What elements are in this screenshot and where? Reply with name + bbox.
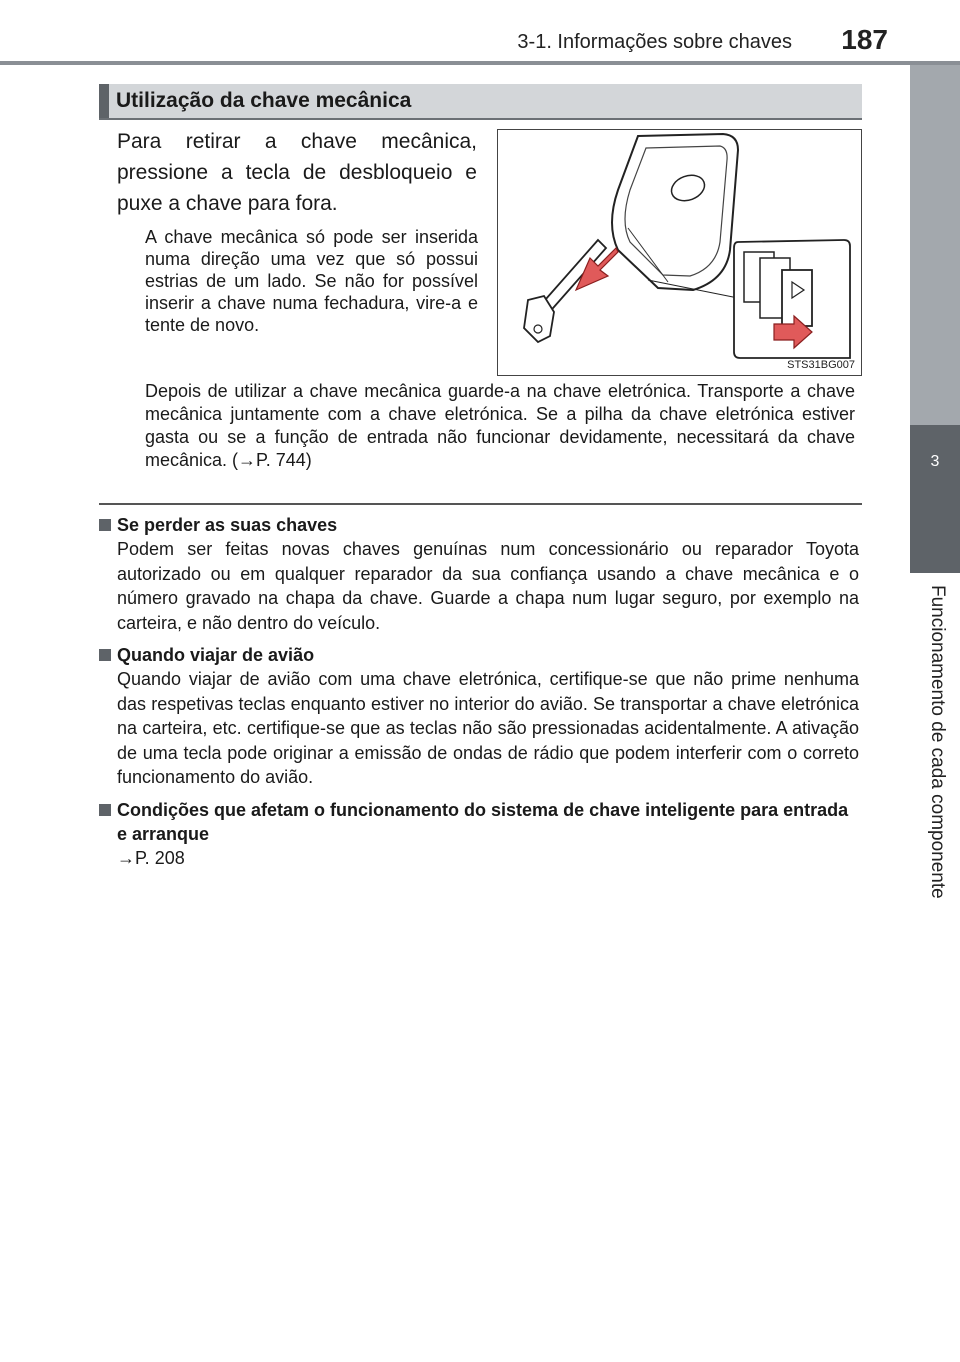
note-heading [99, 798, 859, 846]
note-smart-key-conditions [99, 798, 859, 871]
section-divider [99, 503, 862, 505]
note-heading-text: Condições que afetam o funcionamento do sistema de chave inteligente para entrada e arranque [117, 799, 849, 844]
figure-code: STS31BG007 [787, 359, 855, 371]
storage-paragraph: Depois de utilizar a chave mecânica guarde-a na chave eletrónica. Transporte a chave mecânica juntamente com a chave eletrónica. Se a pilha da chave eletrónica estiver gasta ou se a função de entrada não funcionar devidamente, necessitará da chave mecânica. (→P. 744) [145, 381, 855, 470]
note-heading [99, 513, 859, 537]
note-body: Quando viajar de avião com uma chave eletrónica, certifique-se que não prime nenhuma das respetivas teclas enquanto estiver no interior do avião. Se transportar a chave eletrónica na carteira, etc. certifique-se que as teclas não são pressionadas acidentalmente. A ativação de uma tecla pode originar a emissão de ondas de rádio que podem interferir com o correto funcionamento do avião. [117, 669, 859, 787]
chapter-header-title: 3-1. Informações sobre chaves [517, 31, 792, 53]
side-tab-upper [910, 65, 960, 425]
section-title: Utilização da chave mecânica [116, 89, 412, 112]
key-insertion-note: A chave mecânica só pode ser inserida numa direção uma vez que só possui estrias de um lado. Se não for possível inserir a chave numa fechadura, vire-a e tente de novo. [145, 227, 478, 335]
section-title-bar [99, 84, 862, 120]
notes-list [99, 513, 859, 878]
side-tab-active-section [910, 425, 960, 573]
note-heading-text: Quando viajar de avião [117, 645, 315, 665]
page-reference-link[interactable]: →P. 208 [117, 847, 185, 868]
header-rule [0, 61, 960, 65]
side-tab-chapter-number: 3 [930, 453, 940, 470]
section-bar-accent [99, 84, 109, 118]
note-heading [99, 643, 859, 667]
note-body: Podem ser feitas novas chaves genuínas num concessionário ou reparador Toyota autorizado ou em qualquer reparador da sua confiança usando a chave mecânica e o número gravado na chapa da chave. Guarde a chapa num lugar seguro, por exemplo na carteira, e não dentro do veículo. [117, 539, 859, 633]
side-tab-chapter-label: Funcionamento de cada componente [927, 585, 948, 899]
chapter-side-tab [910, 65, 960, 1295]
square-bullet-icon [99, 804, 111, 816]
page-number: 187 [841, 24, 888, 55]
intro-instruction: Para retirar a chave mecânica, pressione a tecla de desbloqueio e puxe a chave para fora. [117, 130, 477, 215]
note-air-travel [99, 643, 859, 790]
square-bullet-icon [99, 519, 111, 531]
square-bullet-icon [99, 649, 111, 661]
note-heading-text: Se perder as suas chaves [117, 515, 338, 535]
mechanical-key-illustration [497, 129, 862, 376]
key-fob-drawing [498, 130, 860, 374]
note-lost-keys [99, 513, 859, 635]
